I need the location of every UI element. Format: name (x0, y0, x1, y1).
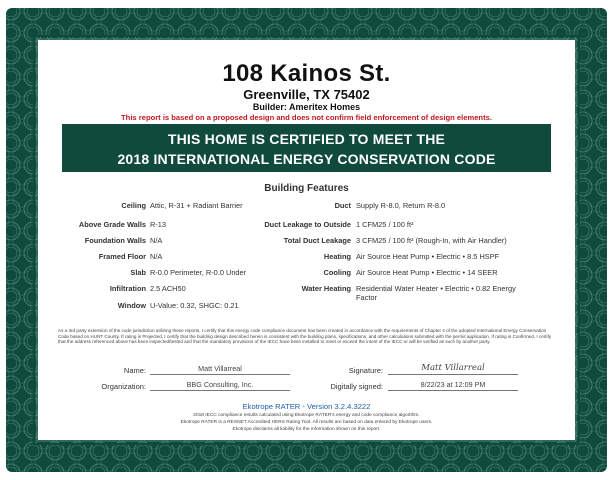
feature-label: Framed Floor (98, 252, 146, 261)
feature-label: Infiltration (109, 284, 146, 293)
feature-label: Slab (130, 268, 146, 277)
feature-value: N/A (150, 252, 163, 261)
organization-value: BBG Consulting, Inc. (150, 379, 290, 391)
feature-value: 2.5 ACH50 (150, 284, 186, 293)
feature-value: R-0.0 Perimeter, R-0.0 Under (150, 268, 247, 277)
feature-label: Duct Leakage to Outside (264, 220, 351, 229)
feature-label: Duct (334, 201, 351, 210)
certification-statement: As a 3rd party extension of the code jurisdiction utilizing these reports, I certify that this energy code compliance document has been created in accordance with the requirements of Chapter 4 of the adopted International Energy Conservation Code based on HUNT County. If rating is Projected, I certify that the building design described herein is consistent with the building plans, specifications, and other calculations submitted with the permit application. If rating is Confirmed, I certify that the address referenced above has been inspected/tested and that the mandatory provisions of the IECC have been installed to meet or exceed the intent of the IECC or will be verified as such by another party. (58, 328, 552, 345)
feature-value: 3 CFM25 / 100 ft² (Rough-In, with Air Handler) (356, 236, 507, 245)
signature-label: Signature: (348, 366, 383, 375)
feature-value: Air Source Heat Pump • Electric • 14 SEER (356, 268, 498, 277)
footer-line-3: Ekotrope disclaims all liability for the information shown on this report. (232, 427, 381, 432)
feature-value: Residential Water Heater • Electric • 0.82 Energy Factor (356, 284, 516, 302)
feature-label: Foundation Walls (84, 236, 146, 245)
feature-value: N/A (150, 236, 163, 245)
property-address: 108 Kainos St. (222, 60, 391, 87)
footer-line-2: Ekotrope RATER is a RESNET Accredited HERS Rating Tool. All results are based on data entered by Ekotrope users. (180, 420, 433, 425)
feature-label: Water Heating (301, 284, 351, 293)
design-disclaimer: This report is based on a proposed design and does not confirm field enforcement of design elements. (121, 113, 492, 122)
feature-value: R-13 (150, 220, 167, 229)
feature-label: Ceiling (121, 201, 146, 210)
banner-line-1: THIS HOME IS CERTIFIED TO MEET THE (167, 131, 446, 147)
feature-water-heating (38, 284, 575, 306)
feature-label: Window (117, 301, 146, 310)
feature-label: Cooling (323, 268, 351, 277)
builder-name: Builder: Ameritex Homes (252, 102, 361, 112)
city-state-zip: Greenville, TX 75402 (243, 87, 370, 102)
certificate-content (38, 40, 575, 440)
certification-banner (62, 124, 551, 172)
organization-label: Organization: (101, 382, 146, 391)
name-label: Name: (123, 366, 146, 375)
banner-line-2: 2018 INTERNATIONAL ENERGY CONSERVATION CODE (117, 151, 496, 167)
feature-label: Total Duct Leakage (283, 236, 351, 245)
feature-value: Supply R-8.0, Return R-8.0 (356, 201, 446, 210)
signature-value: Matt Villarreal (388, 363, 518, 375)
feature-value: U-Value: 0.32, SHGC: 0.21 (150, 301, 239, 310)
feature-label: Heating (323, 252, 351, 261)
digitally-signed-label: Digitally signed: (330, 382, 383, 391)
footer-line-1: 2018 IECC compliance results calculated using Ekotrope RATER's energy and code compliance algorithm. (193, 413, 420, 418)
feature-value: Attic, R-31 + Radiant Barrier (150, 201, 243, 210)
feature-label: Above Grade Walls (78, 220, 146, 229)
feature-value: 1 CFM25 / 100 ft² (356, 220, 414, 229)
digitally-signed-value: 8/22/23 at 12:09 PM (388, 379, 518, 391)
feature-value: Air Source Heat Pump • Electric • 8.5 HSPF (356, 252, 500, 261)
building-features-title: Building Features (264, 183, 349, 194)
rater-version: Ekotrope RATER - Version 3.2.4.3222 (242, 402, 371, 411)
name-value: Matt Villarreal (150, 363, 290, 375)
